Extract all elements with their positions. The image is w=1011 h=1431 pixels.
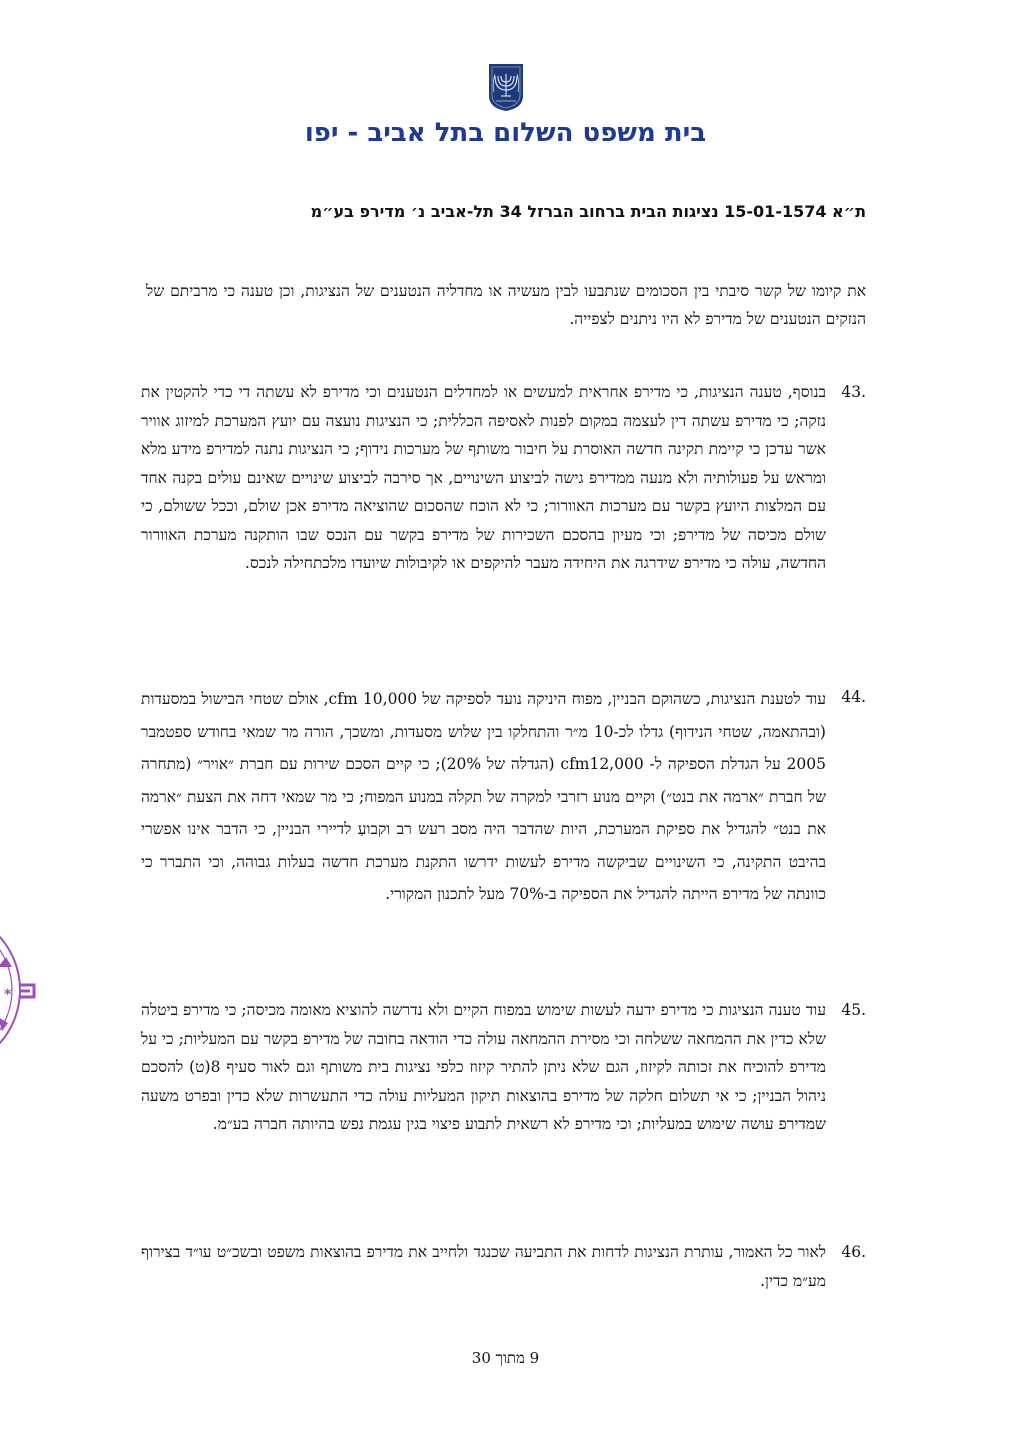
paragraph-46 xyxy=(141,1238,866,1295)
intro-paragraph: את קיומו של קשר סיבתי בין הסכומים שנתבעו לבין מעשיה או מחדליה הנטענים של הנציגות, וכן טענה כי מרביתם של הנזקים הנטענים של מדירפ לא היו ניתנים לצפייה. xyxy=(146,282,866,328)
svg-text:*: * xyxy=(4,987,12,1003)
paragraph-text: בנוסף, טענה הנציגות, כי מדירפ אחראית למעשים או למחדלים הנטענים וכי מדירפ לא עשתה די כדי להקטין את נזקה; כי מדירפ עשתה דין לעצמה במקום לפנות לאסיפה הכללית; כי הנציגות נועצה עם יועץ המערכת למיזוג אוויר אשר עדכן כי קיימת תקינה חדשה האוסרת על חיבור משותף של מערכות נידוף; כי הנציגות נתנה למדירפ מידע מלא ומראש על פעולותיה ולא מנעה ממדירפ גישה לביצוע השינויים, אך סירבה לביצוע שינויים שאינם עולים בקנה אחד עם המלצות היועץ בקשר עם מערכות האוורור; כי לא הוכח שהסכום שהוציאה מדירפ אכן שולם, וככל ששולם, כי שולם מכיסה של מדירפ; וכי מעיון בהסכם השכירות של מדירפ בקשר עם הנכס שבו הותקנה מערכת האוורור החדשה, עולה כי מדירפ שידרגה את היחידה מעבר להיקפים או לקיבולות שיועדו מלכתחילה לנכס. xyxy=(141,383,826,572)
paragraph-44 xyxy=(141,683,866,911)
court-stamp-icon xyxy=(0,905,50,1075)
menorah-emblem-icon xyxy=(486,62,526,112)
paragraph-number: 44. xyxy=(841,688,866,706)
paragraph-text: לאור כל האמור, עותרת הנציגות לדחות את התביעה שכנגד ולחייב את מדירפ בהוצאות משפט ובשכ״ט עו״ד בצירוף מע״מ כדין. xyxy=(141,1243,826,1290)
paragraph-number: 43. xyxy=(841,383,866,401)
paragraph-45 xyxy=(141,996,866,1139)
paragraph-text: עוד לטענת הנציגות, כשהוקם הבניין, מפוח היניקה נועד לספיקה של cfm 10,000, אולם שטחי הבישול במסעדות (ובהתאמה, שטחי הנידוף) גדלו לכ-10 מ״ר והתחלקו בין שלוש מסעדות, ומשכך, הורה מר שמאי בחודש ספטמבר 2005 על הגדלת הספיקה ל- cfm12,000 (הגדלה של 20%); כי קיים הסכם שירות עם חברת ״אויר״ (מתחרה של חברת ״ארמה את בנט״) וקיים מנוע רזרבי למקרה של תקלה במנוע המפוח; כי מר שמאי דחה את הצעת ״ארמה את בנט״ להגדיל את ספיקת המערכת, היות שהדבר היה מסב רעש רב וקבועַ לדיירי הבניין, כי הדבר אינו אפשרי בהיבט התקינה, כי השינויים שביקשה מדירפ לעשות ידרשו התקנת מערכת חדשה בעלות גבוהה, וכי התברר כי כוונתה של מדירפ הייתה להגדיל את הספיקה ב-70% מעל לתכנון המקורי. xyxy=(141,690,826,903)
case-title: ת״א 15-01-1574 נציגות הבית ברחוב הברזל 34 תל-אביב נ׳ מדירפ בע״מ xyxy=(310,202,866,221)
paragraph-number: 46. xyxy=(841,1243,866,1261)
court-name: בית משפט השלום בתל אביב - יפו xyxy=(304,118,707,148)
page-number: 9 מתוך 30 xyxy=(471,1349,540,1367)
paragraph-number: 45. xyxy=(841,1001,866,1019)
paragraph-text: עוד טענה הנציגות כי מדירפ ידעה לעשות שימוש במפוח הקיים ולא נדרשה להוציא מאומה מכיסה; כי מדירפ ביטלה שלא כדין את ההמחאה ששלחה וכי מסירת ההמחאה עולה כדי הודאה בחובה של מדירפ בקשר עם המעליות; כי על מדירפ להוכיח את זכותה לקיזוז, הגם שלא ניתן להתיר קיזוז כלפי נציגות בית משותף וגם לאור סעיף 8(ט) להסכם ניהול הבניין; כי אי תשלום חלקה של מדירפ בהוצאות תיקון המעליות עולה כדי התעשרות שלא כדין ובפרט משעה שמדירפ עושה שימוש במעליות; וכי מדירפ לא רשאית לתבוע פיצוי בגין עגמת נפש בהיותה חברה בע״מ. xyxy=(141,1001,826,1133)
paragraph-43 xyxy=(141,378,866,578)
